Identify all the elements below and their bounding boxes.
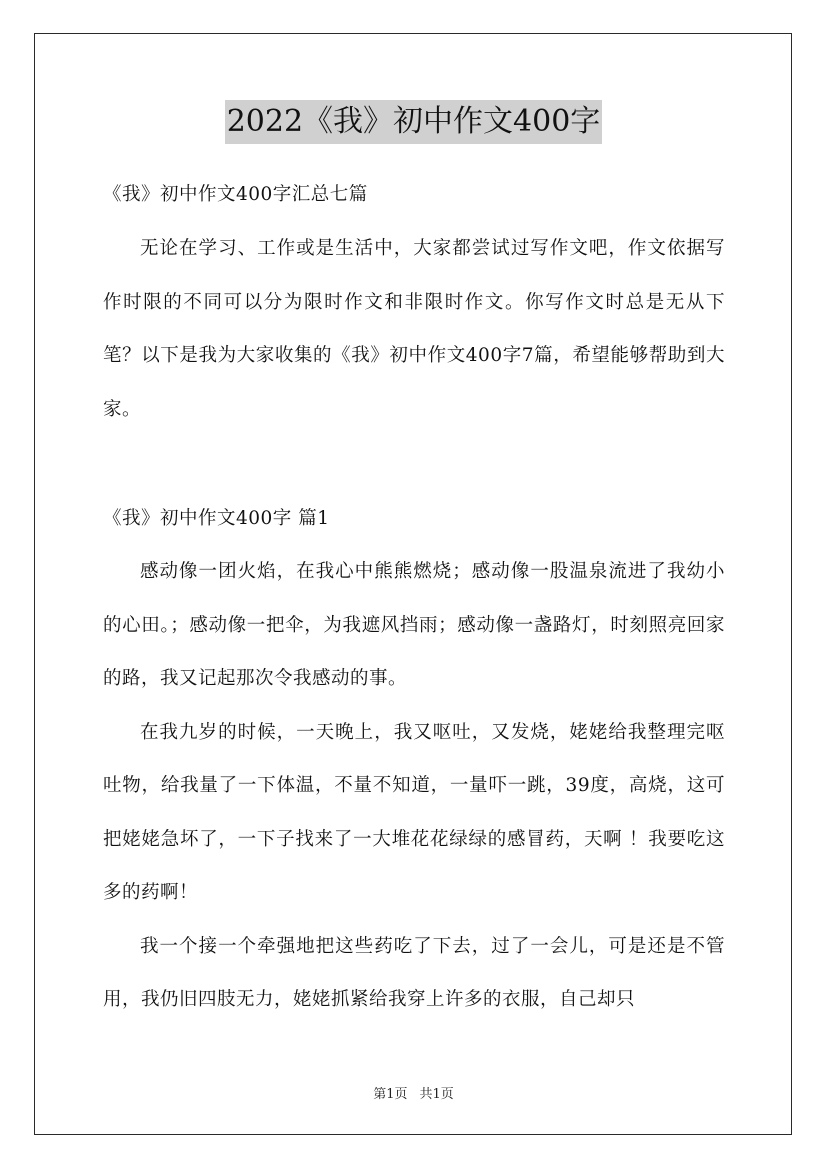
intro-block: [103, 222, 725, 436]
body-paragraph-3: 我一个接一个牵强地把这些药吃了下去，过了一会儿，可是还是不管用，我仍旧四肢无力，姥姥抓紧给我穿上许多的衣服，自己却只: [103, 935, 725, 1010]
section-heading: 《我》初中作文400字 篇1: [103, 508, 330, 529]
body-paragraph-1: 感动像一团火焰，在我心中熊熊燃烧；感动像一股温泉流进了我幼小的心田。；感动像一把伞，为我遮风挡雨；感动像一盏路灯，时刻照亮回家的路，我又记起那次令我感动的事。: [103, 561, 725, 689]
page-number: 第1页: [373, 1087, 408, 1102]
page-footer: [0, 1083, 827, 1102]
body-block: [103, 545, 725, 1027]
page-total: 共1页: [419, 1087, 454, 1102]
body-paragraph-2: 在我九岁的时候，一天晚上，我又呕吐，又发烧，姥姥给我整理完呕吐物，给我量了一下体温，不量不知道，一量吓一跳，39度，高烧，这可把姥姥急坏了，一下子找来了一大堆花花绿绿的感冒药，天啊 ！我要吃这多的药啊！: [103, 721, 725, 903]
title-container: [0, 100, 827, 144]
summary-heading: 《我》初中作文400字汇总七篇: [103, 184, 368, 205]
intro-paragraph: 无论在学习、工作或是生活中，大家都尝试过写作文吧，作文依据写作时限的不同可以分为限时作文和非限时作文。你写作文时总是无从下笔？以下是我为大家收集的《我》初中作文400字7篇，希望能够帮助到大家。: [103, 238, 725, 420]
section-block: [103, 504, 725, 534]
summary-block: [103, 180, 725, 210]
document-title: 2022《我》初中作文400字: [225, 100, 603, 144]
